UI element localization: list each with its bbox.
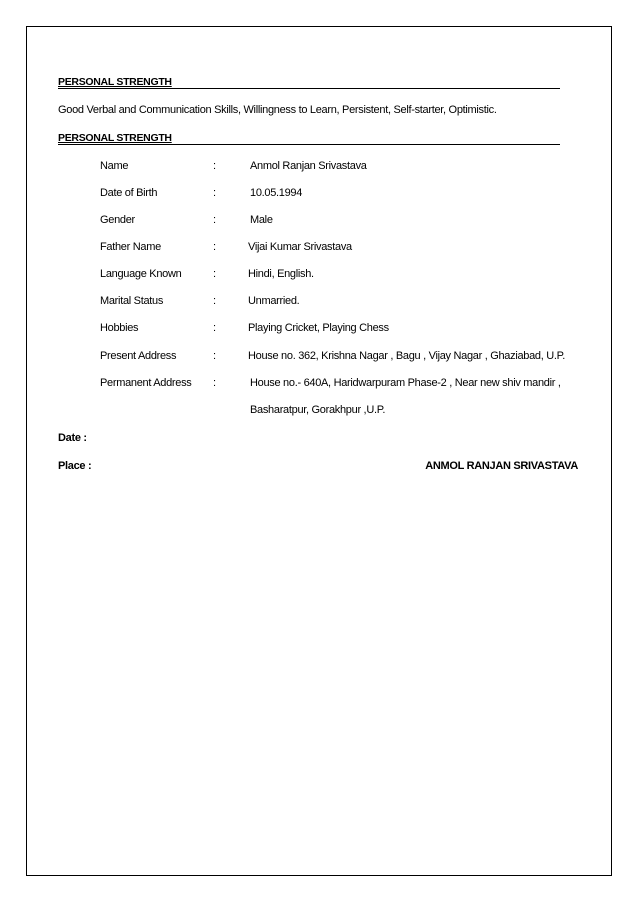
detail-value: Vijai Kumar Srivastava — [248, 241, 352, 253]
detail-colon: : — [213, 322, 216, 334]
detail-value: House no.- 640A, Haridwarpuram Phase-2 , Near new shiv mandir , — [250, 377, 561, 389]
detail-label: Present Address — [100, 350, 177, 362]
detail-colon: : — [213, 377, 216, 389]
detail-value: 10.05.1994 — [250, 187, 303, 199]
detail-label: Hobbies — [100, 322, 139, 334]
section-heading-personal-details: PERSONAL STRENGTH — [58, 132, 560, 145]
detail-colon: : — [213, 350, 216, 362]
section-heading-personal-strength: PERSONAL STRENGTH — [58, 76, 560, 89]
personal-strength-text: Good Verbal and Communication Skills, Willingness to Learn, Persistent, Self-starter, Optimistic. — [58, 104, 497, 116]
detail-colon: : — [213, 214, 216, 226]
detail-colon: : — [213, 187, 216, 199]
detail-label: Father Name — [100, 241, 161, 253]
detail-value: Hindi, English. — [248, 268, 314, 280]
detail-value: Male — [250, 214, 273, 226]
detail-value: Playing Cricket, Playing Chess — [248, 322, 389, 334]
detail-colon: : — [213, 160, 216, 172]
detail-label: Date of Birth — [100, 187, 158, 199]
place-label: Place : — [58, 460, 92, 472]
detail-value: Unmarried. — [248, 295, 300, 307]
detail-label: Name — [100, 160, 129, 172]
detail-value: Basharatpur, Gorakhpur ,U.P. — [250, 404, 386, 416]
signature-name: ANMOL RANJAN SRIVASTAVA — [425, 460, 578, 472]
detail-value: House no. 362, Krishna Nagar , Bagu , Vijay Nagar , Ghaziabad, U.P. — [248, 350, 566, 362]
detail-label: Gender — [100, 214, 135, 226]
detail-value: Anmol Ranjan Srivastava — [250, 160, 367, 172]
detail-label: Marital Status — [100, 295, 164, 307]
detail-label: Language Known — [100, 268, 182, 280]
detail-colon: : — [213, 295, 216, 307]
detail-colon: : — [213, 268, 216, 280]
date-label: Date : — [58, 432, 87, 444]
page-border — [26, 26, 612, 876]
detail-label: Permanent Address — [100, 377, 192, 389]
detail-colon: : — [213, 241, 216, 253]
